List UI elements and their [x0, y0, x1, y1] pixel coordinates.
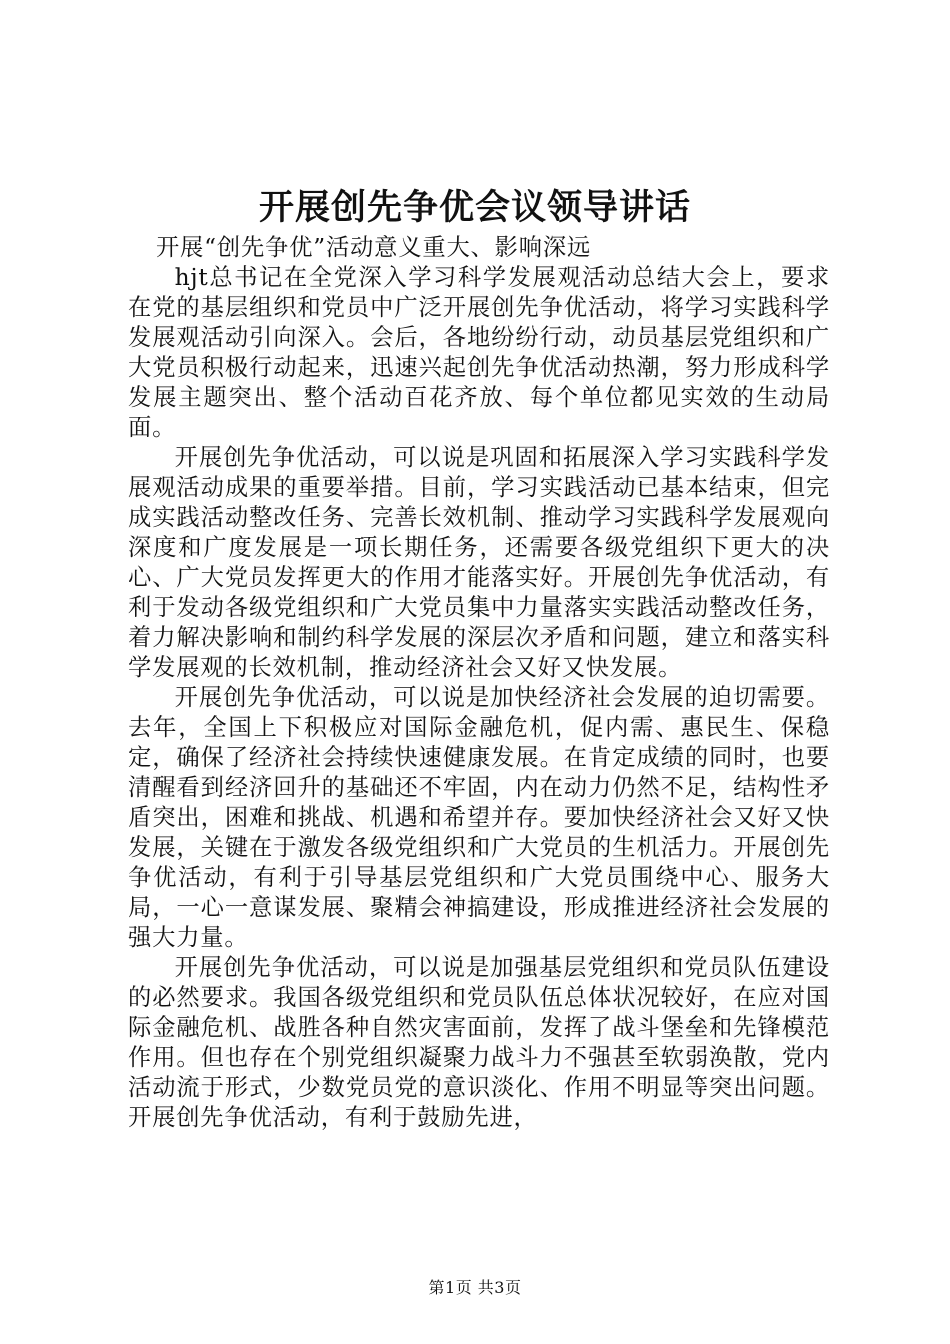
paragraph-3: 开展创先争优活动，可以说是加快经济社会发展的迫切需要。去年，全国上下积极应对国际金融危机，促内需、惠民生、保稳定，确保了经济社会持续快速健康发展。在肯定成绩的同时，也要清醒看到经济回升的基础还不牢固，内在动力仍然不足，结构性矛盾突出，困难和挑战、机遇和希望并存。要加快经济社会又好又快发展，关键在于激发各级党组织和广大党员的生机活力。开展创先争优活动，有利于引导基层党组织和广大党员围绕中心、服务大局，一心一意谋发展、聚精会神搞建设，形成推进经济社会发展的强大力量。 — [128, 684, 830, 951]
page-number-footer: 第1页 共3页 — [428, 1278, 522, 1297]
paragraph-4: 开展创先争优活动，可以说是加强基层党组织和党员队伍建设的必然要求。我国各级党组织和党员队伍总体状况较好，在应对国际金融危机、战胜各种自然灾害面前，发挥了战斗堡垒和先锋模范作用。但也存在个别党组织凝聚力战斗力不强甚至软弱涣散，党内活动流于形式，少数党员党的意识淡化、作用不明显等突出问题。开展创先争优活动，有利于鼓励先进， — [128, 954, 830, 1131]
paragraph-2: 开展创先争优活动，可以说是巩固和拓展深入学习实践科学发展观活动成果的重要举措。目前，学习实践活动已基本结束，但完成实践活动整改任务、完善长效机制、推动学习实践科学发展观向深度和广度发展是一项长期任务，还需要各级党组织下更大的决心、广大党员发挥更大的作用才能落实好。开展创先争优活动，有利于发动各级党组织和广大党员集中力量落实实践活动整改任务，着力解决影响和制约科学发展的深层次矛盾和问题，建立和落实科学发展观的长效机制，推动经济社会又好又快发展。 — [128, 444, 830, 681]
document-subheading: 开展“创先争优”活动意义重大、影响深远 — [155, 234, 592, 261]
document-body — [128, 233, 830, 1133]
paragraph-1: hjt总书记在全党深入学习科学发展观活动总结大会上，要求在党的基层组织和党员中广泛开展创先争优活动，将学习实践科学发展观活动引向深入。会后，各地纷纷行动，动员基层党组织和广大党员积极行动起来，迅速兴起创先争优活动热潮，努力形成科学发展主题突出、整个活动百花齐放、每个单位都见实效的生动局面。 — [128, 264, 830, 441]
document-title: 开展创先争优会议领导讲话 — [258, 187, 691, 228]
